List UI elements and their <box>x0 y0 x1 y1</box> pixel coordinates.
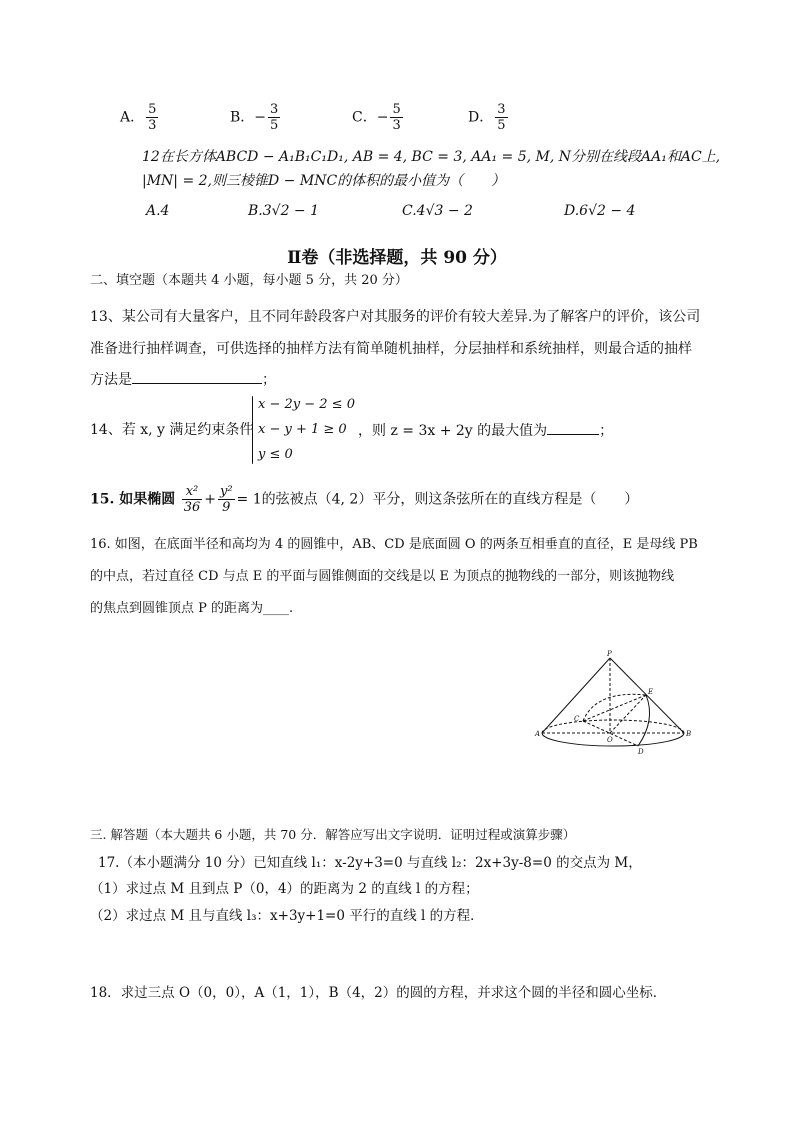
q14-constraint-2: x − y + 1 ≥ 0 <box>258 422 347 437</box>
part3-heading: 三. 解答题（本大题共 6 小题，共 70 分．解答应写出文字说明．证明过程或演算步骤） <box>90 827 576 842</box>
cone-figure <box>528 650 698 770</box>
q16-line2: 的中点，若过直径 CD 与点 E 的平面与圆锥侧面的交线是以 E 为顶点的抛物线的一部分，则该抛物线 <box>90 569 675 584</box>
q17-line3: （2）求过点 M 且与直线 l₃：x+3y+1=0 平行的直线 l 的方程． <box>90 908 484 924</box>
label-o: O <box>607 736 613 744</box>
q12-line2: |MN| = 2,则三棱锥D − MNC的体积的最小值为（ ） <box>142 173 506 189</box>
label-p: P <box>607 650 612 658</box>
label-e: E <box>648 688 654 696</box>
q11-option-d: D． $\frac{3}{5}$ <box>468 102 506 133</box>
q13-line3-prefix: 方法是 <box>90 372 132 388</box>
q17-line1: 17.（本小题满分 10 分）已知直线 l₁：x-2y+3=0 与直线 l₂：2x+3y-8=0 的交点为 M， <box>98 855 642 871</box>
q13-line3: 方法是 ； <box>90 369 276 390</box>
part2-heading: 二、填空题（本题共 4 小题，每小题 5 分，共 20 分） <box>90 273 408 288</box>
q11-option-c-label: C． <box>352 109 377 126</box>
q11-options <box>120 98 680 140</box>
q13-line1: 13、某公司有大量客户，且不同年龄段客户对其服务的评价有较大差异.为了解客户的评价，该公司 <box>90 309 701 325</box>
q14-middle: ，则 z = 3x + 2y 的最大值为 <box>358 423 548 439</box>
q14-constraint-3: y ≤ 0 <box>258 447 293 462</box>
q14-question: ，则 z = 3x + 2y 的最大值为 ； <box>358 420 613 441</box>
label-d: D <box>638 748 644 756</box>
q16-line3: 的焦点到圆锥顶点 P 的距离为____. <box>90 601 294 616</box>
q14-answer-blank[interactable] <box>547 420 599 435</box>
q14-constraint-1: x − 2y − 2 ≤ 0 <box>258 397 355 412</box>
q12-line1: 12在长方体ABCD − A₁B₁C₁D₁, AB = 4, BC = 3, AA₁ = 5, M, N分别在线段AA₁和AC上, <box>142 149 721 165</box>
q11-option-a: A． $\frac{5}{3}$ <box>120 102 157 133</box>
q16-line1: 16. 如图，在底面半径和高均为 4 的圆锥中，AB、CD 是底面圆 O 的两条互相垂直的直径，E 是母线 PB <box>90 537 698 552</box>
q14-prefix: 14、若 x, y 满足约束条件 <box>90 422 254 438</box>
q12-option-b: B.3√2 − 1 <box>248 203 320 219</box>
q15-frac-y: $\frac{\text{y²}}{9}$ <box>219 484 233 515</box>
q11-option-b-label: B． <box>230 109 255 126</box>
label-b: B <box>686 730 692 738</box>
q11-option-b: B．− $\frac{3}{5}$ <box>230 102 279 133</box>
label-a: A <box>535 730 541 738</box>
q17-line2: （1）求过点 M 且到点 P（0，4）的距离为 2 的直线 l 的方程； <box>90 881 479 897</box>
q12-option-a: A.4 <box>146 203 170 219</box>
q18: 18．求过三点 O（0，0），A（1，1），B（4，2）的圆的方程，并求这个圆的半径和圆心坐标． <box>90 985 667 1001</box>
q15: 15. 如果椭圆 $\frac{\text{x²}}{36}$ + $\frac{\text{y²}}{9}$ = 1的弦被点（4, 2）平分，则这条弦所在的直线方程是（ ） <box>90 484 639 515</box>
label-c: C <box>574 715 580 723</box>
q12-option-d: D.6√2 − 4 <box>564 203 636 219</box>
section2-title: Ⅱ卷（非选择题，共 90 分） <box>287 248 507 268</box>
q13-answer-blank[interactable] <box>132 369 262 384</box>
q14-brace <box>252 396 253 464</box>
q15-suffix: 的弦被点（4, 2）平分，则这条弦所在的直线方程是（ ） <box>261 491 639 508</box>
q13-line2: 准备进行抽样调查，可供选择的抽样方法有简单随机抽样，分层抽样和系统抽样，则最合适的抽样 <box>90 341 692 357</box>
q15-prefix: 15. 如果椭圆 <box>90 491 176 508</box>
q15-frac-x: $\frac{\text{x²}}{36}$ <box>183 484 201 515</box>
q11-option-d-label: D． <box>468 109 494 126</box>
q11-option-a-label: A． <box>120 109 145 126</box>
q12-option-c: C.4√3 − 2 <box>402 203 473 219</box>
q11-option-c: C．− $\frac{5}{3}$ <box>352 102 401 133</box>
